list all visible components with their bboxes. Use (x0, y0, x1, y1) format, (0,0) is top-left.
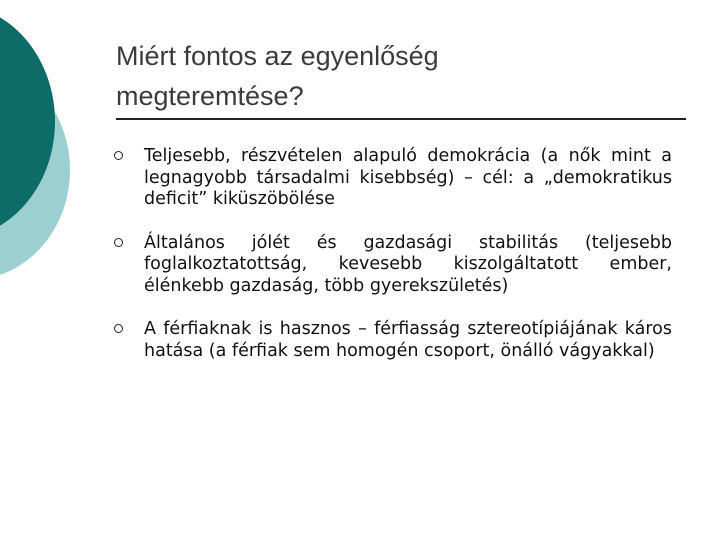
slide-title-line-1: Miért fontos az egyenlőség (116, 41, 439, 71)
bullet-item (112, 146, 672, 211)
bullet-list (112, 146, 672, 384)
slide-title (116, 36, 676, 116)
bullet-text: A férfiaknak is hasznos – férfiasság sztereotípiájának káros hatása (a férfiak sem homogén csoport, önálló vágyakkal) (144, 319, 672, 361)
bullet-circle-icon (114, 238, 123, 247)
bullet-text: Teljesebb, részvételen alapuló demokrácia (a nők mint a legnagyobb társadalmi kisebbség) – cél: a „demokratikus deficit” kiküszöbölése (144, 146, 672, 209)
bullet-circle-icon (114, 324, 123, 333)
title-divider (116, 118, 686, 120)
bullet-text: Általános jólét és gazdasági stabilitás (teljesebb foglalkoztatottság, kevesebb kiszolgáltatott ember, élénkebb gazdaság, több gyerekszületés) (144, 232, 672, 296)
slide-title-line-2: megteremtése? (116, 81, 304, 111)
bullet-item (112, 233, 672, 298)
bullet-circle-icon (114, 151, 123, 160)
bullet-item (112, 319, 672, 362)
